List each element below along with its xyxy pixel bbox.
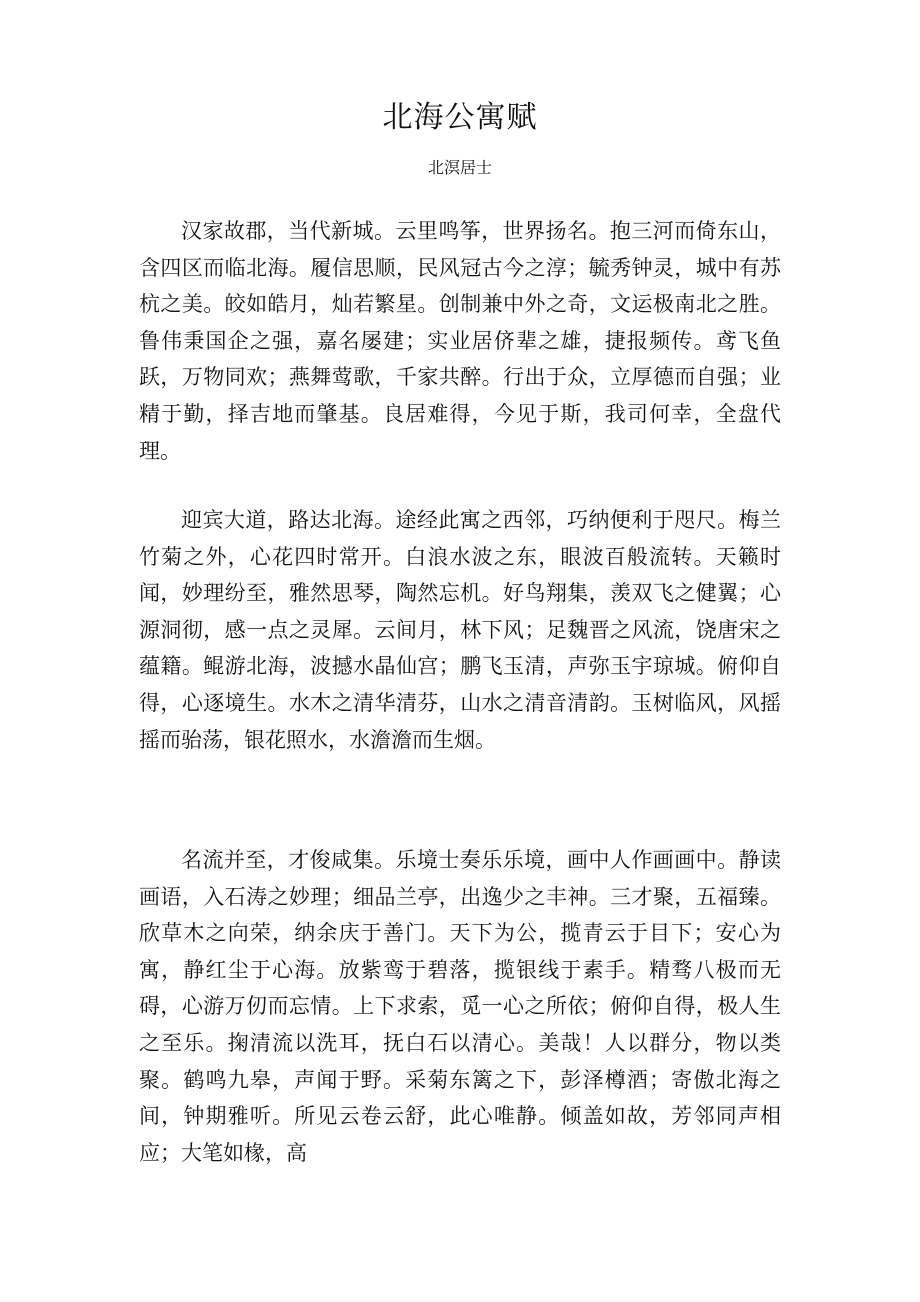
paragraph-3: 名流并至，才俊咸集。乐境士奏乐乐境，画中人作画画中。静读画语，入石涛之妙理；细品兰亭，出逸少之丰神。三才聚，五福臻。欣草木之向荣，纳余庆于善门。天下为公，揽青云于目下；安心为寓，静红尘于心海。放紫鸾于碧落，揽银线于素手。精骛八极而无碍，心游万仞而忘情。上下求索，觅一心之所依；俯仰自得，极人生之至乐。掬清流以洗耳，抚白石以清心。美哉！人以群分，物以类聚。鹤鸣九皋，声闻于野。采菊东篱之下，彭泽樽酒；寄傲北海之间，钟期雅听。所见云卷云舒，此心唯静。倾盖如故，芳邻同声相应；大笔如椽，高 — [139, 848, 781, 1165]
document-author: 北溟居士 — [427, 158, 492, 177]
paragraph-2: 迎宾大道，路达北海。途经此寓之西邻，巧纳便利于咫尺。梅兰竹菊之外，心花四时常开。白浪水波之东，眼波百般流转。天籁时闻，妙理纷至，雅然思琴，陶然忘机。好鸟翔集，羡双飞之健翼；心源洞彻，感一点之灵犀。云间月，林下风；足魏晋之风流，饶唐宋之蕴籍。鲲游北海，波撼水晶仙宫；鹏飞玉清，声弥玉宇琼城。俯仰自得，心逐境生。水木之清华清芬，山水之清音清韵。玉树临风，风摇摇而骀荡，银花照水，水澹澹而生烟。 — [139, 508, 781, 752]
paragraph-1: 汉家故郡，当代新城。云里鸣筝，世界扬名。抱三河而倚东山，含四区而临北海。履信思顺，民风冠古今之淳；毓秀钟灵，城中有苏杭之美。皎如皓月，灿若繁星。创制兼中外之奇，文运极南北之胜。鲁伟秉国企之强，嘉名屡建；实业居侪辈之雄，捷报频传。鸢飞鱼跃，万物同欢；燕舞莺歌，千家共醉。行出于众，立厚德而自强；业精于勤，择吉地而肇基。良居难得，今见于斯，我司何幸，全盘代理。 — [139, 219, 781, 463]
document-title: 北海公寓赋 — [382, 100, 538, 135]
